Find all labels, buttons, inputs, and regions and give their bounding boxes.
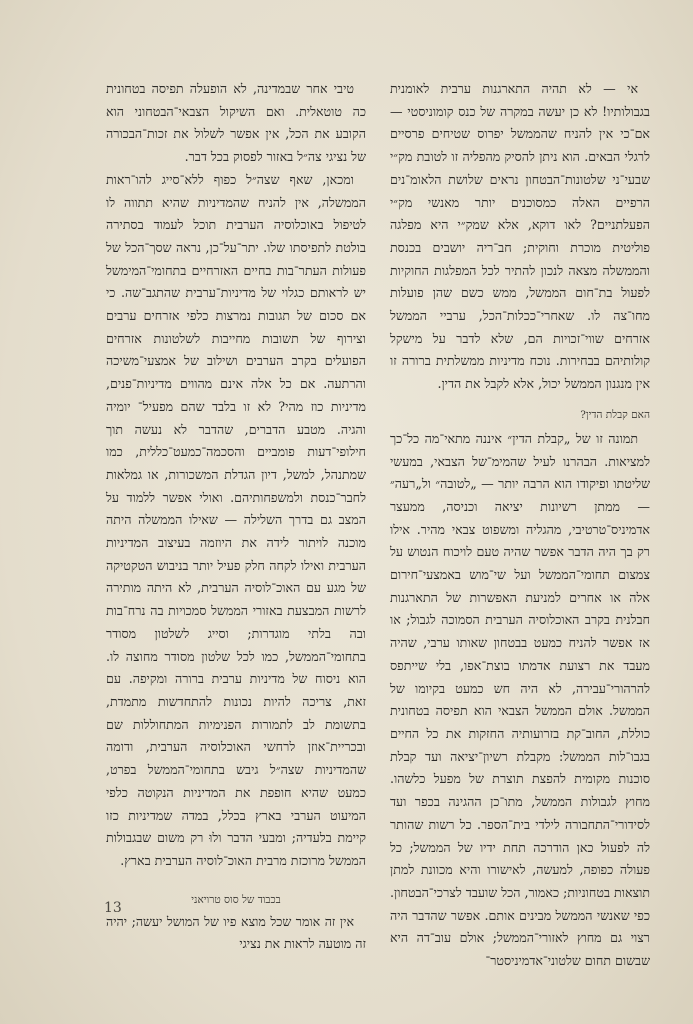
paragraph: אי — לא תהיה התארגנות ערבית לאומנית בגבולותיו! לא כן יעשה במקרה של כנס קומוניסטי — אם־כי אין להניח שהממשל יפרוס שטיחים פרסיים לרגלי הבאים. הוא ניתן להסיק מהפליה זו לטובת מק״י שבעי־ני שלטונות־הבטחון נראים שלושת הלאומ־נים הרפיים האלה כמסוכנים יותר מאנשי מק״י הפעלתניים? לאו דוקא, אלא שמק״י היא מפלגה פוליטית מוכרת וחוקית; חב־ריה יושבים בכנסת והממשלה מצאה לנכון להתיר לכל המפלגות החוקיות לפעול בת־חום הממשל, ממש כשם שהן פועלות מחו־צה לו. שאחרי־ככלות־הכל, ערביי הממשל אזרחים שווי־זכויות הם, שלא לדבר על מישקל קולותיהם בבחירות. נוכח מדיניות ממשלתית ברורה זו אין מנגנון הממשל יכול, אלא לקבל את הדין. (390, 81, 650, 392)
paragraph: ומכאן, שאף שצה״ל כפוף ללא־סייג להו־ראות הממשלה, אין להניח שהמדיניות שהיא תתווה לו לטיפול באוכלוסיה הערבית תוכל לעמוד בסתירה בולטת לתפיסתו שלו. יתר־על־כן, נראה שסך־הכל של פעולות העתר־בות בחיים האזרחיים בתחומי־המימשל יש לראותם כגלוי של מדיניות־ערבית שהתגב־שה. כי אם סכום של תגובות נמרצות כלפי אזרחים ערבים וצירוף של תשובות מחייבות לשלטונות אזרחים הפועלים בקרב הערבים ושילוב של אמצעי־משיכה והרתעה. אם כל אלה אינם מהווים מדיניות־פנים, מדיניות כוז מהי? לא זו בלבד שהם מפעיל־ יומיה והגיה. מטבע הדברים, שהדבר לא נעשה תוך חילופי־דעות פומביים והסכמה־כמעט־כללית, כמו שמתנהל, למשל, דיון הגדלת המשכורות, או גמלאות לחבר־כנסת ולמשפחותיהם. ואולי אפשר ללמוד על המצב גם בדרך השלילה — שאילו הממשלה היתה מוכנה לויתור לידה את היוזמה בעיצוב המדיניות הערבית ואילו לקחה חלק פעיל יותר בניבוש הטקטיקה של מגע עם האוכ־לוסיה הערבית, לא היתה מותירה לרשות המבצעת באזורי הממשל סמכויות בה נרח־בות ובה בלתי מוגדרות; וסייג לשלטון מסודר בתחומי־הממשל, כמו לכל שלטון מסודר מחוצה לו. הוא ניסוח של מדיניות ערבית ברורה ומקיפה. עם זאת, צריכה להיות נכונות להתחדשות מתמדת, בתשומת לב לתמורות הפנימיות המתחוללות שם ובכריית־אוזן לרחשי האוכלוסיה הערבית, ודומה שהמדיניות שצה״ל גיבש בתחומי־הממשל בפרט, כמעט שהיא חופפת את המדיניות הנקוטה כלפי המיעוט הערבי בארץ בכלל, במדה שמדיניות כזו קיימת בלעדיה; ומבעי הדבר ולוּ רק משום שבגבולות הממשל מרוכזת מרבית האוכ־לוסיה הערבית בארץ. (106, 171, 366, 868)
paragraph: אין זה אומר שכל מוצא פיו של המושל יעשה; יהיה זה מוטעה לראות את נציגי (106, 913, 366, 952)
paragraph: טיבי אחר שבמדינה, לא הופעלה תפיסה בטחונית כה טוטאלית. ואם השיקול הצבאי־הבטחוני הוא הקובע את הכל, אין אפשר לשלול את זכות־הבכורה של נציגי צה״ל באזור לפסוק בכל דבר. (106, 81, 366, 165)
right-column (390, 78, 650, 973)
left-column (106, 78, 366, 956)
section-subheading: בכבוד של סוס טרויאני (191, 893, 281, 906)
paragraph: תמונה זו של „קבלת הדין״ איננה מתאי־מה כל־כך למציאות. הבהרנו לעיל שהמימ־של הצבאי, במעשי שליטתו ופיקודו הוא הרבה יותר — „לטובה״ ול„רעה״ — ממתן רשיונות יציאה וכניסה, ממעצר אדמיניס־טרטיבי, מהגליה ומשפוט צבאי מהיר. אילו רק בך היה הדבר אפשר שהיה טעם לויכוח הנטוש על צמצום תחומי־הממשל ועל שי־מוש באמצעי־חירום אלה או אחרים למניעת האפשרות של התארגנות חבלנית בקרב האוכלוסיה הערבית הסמוכה לגבול; או אז אפשר להניח כמעט בבטחון שאותו ערבי, שהיה מעבד את רצועת אדמתו בוצת־אפו, בלי שייתפס להרהורי־עבירה, לא היה חש כמעט בקיומו של הממשל. אולם הממשל הצבאי הוא תפיסה בטחונית כוללת, החוב־קת בזרועותיה החזקות את כל החיים בגבו־לות הממשל: מקבלת רשיון־יציאה ועד קבלת סוכנות מקומית להפצת תוצרת של מפעל כלשהו. מחוץ לגבולות הממשל, מתו־כן ההגינה בכפר ועד לסידורי־התחבורה לילדי בית־הספר. כל רשות שהותר לה לפעול כאן הודרכה תחת ידיו של הממשל; כל פעולה כפופה, למעשה, לאישורו והיא מכוונת למתן תוצאות בטחוניות; כאמור, הכל שועבד לצרכי־הבטחון. כפי שאנשי הממשל מבינים אותם. אפשר שהדבר היה רצוי גם מחוץ לאזורי־הממשל; אולם עוב־דה היא שבשום תחום שלטוני־אדמיניסטר־ (390, 430, 650, 969)
section-subheading: האם קבלת הדין? (580, 408, 650, 421)
page-number: 13 (104, 900, 122, 916)
